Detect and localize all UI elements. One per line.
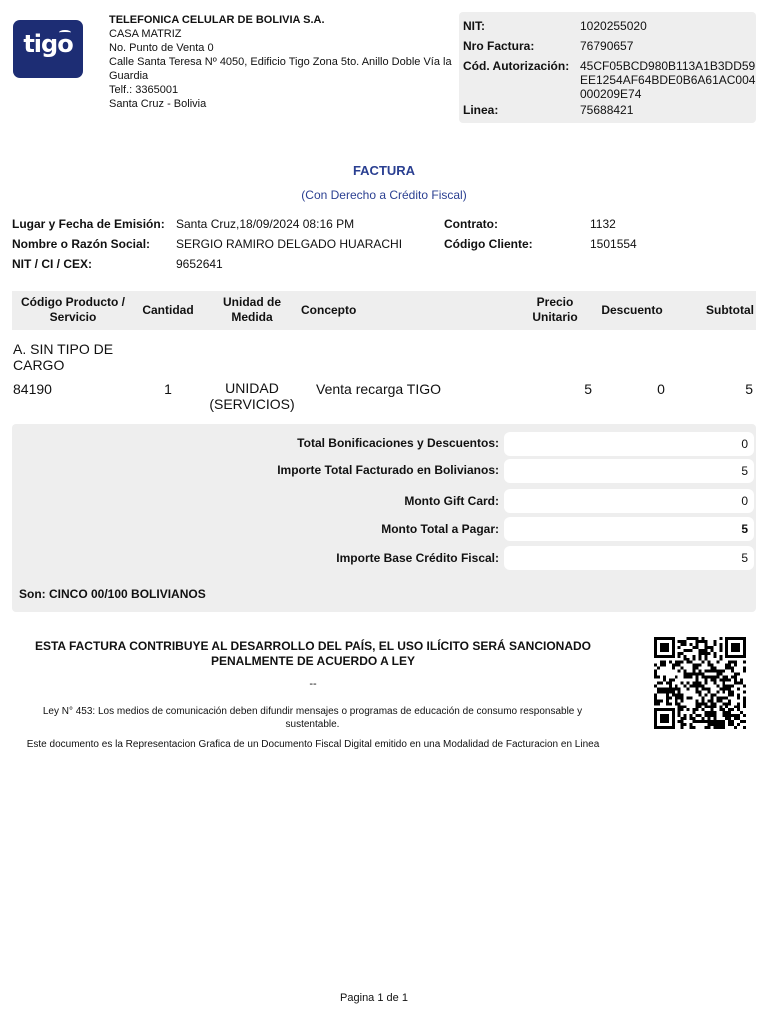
company-name: TELEFONICA CELULAR DE BOLIVIA S.A.	[109, 14, 325, 26]
tigo-logo	[13, 20, 83, 78]
nit-label: NIT:	[463, 19, 485, 33]
header-unit-price: Precio Unitario	[532, 295, 578, 324]
client-code-label: Código Cliente:	[444, 237, 533, 251]
nit-row	[463, 19, 647, 33]
law-453-notice: Ley N° 453: Los medios de comunicación deben difundir mensajes o programas de educación de consumo responsable y sustentable.	[42, 706, 583, 730]
logo-text: tigo	[23, 30, 73, 58]
invoice-number-label: Nro Factura:	[463, 39, 535, 53]
page-number: Pagina 1 de 1	[340, 992, 408, 1004]
row-subtotal: 5	[745, 381, 753, 397]
document-title: FACTURA	[352, 163, 416, 178]
discounts-label: Total Bonificaciones y Descuentos:	[297, 436, 499, 450]
company-info	[109, 13, 454, 111]
group-label: A. SIN TIPO DE CARGO	[13, 341, 114, 373]
auth-code-value: 45CF05BCD980B113A1B3DD59EE1254AF64BDE0B6A61AC004000209E74	[580, 59, 756, 101]
header-code: Código Producto / Servicio	[21, 295, 125, 324]
nit-value: 1020255020	[580, 19, 647, 33]
items-table-header	[12, 291, 756, 330]
to-pay-value: 5	[504, 517, 754, 541]
row-discount: 0	[657, 381, 665, 397]
row-code: 84190	[13, 381, 52, 397]
company-city: Santa Cruz - Bolivia	[109, 98, 207, 110]
line-row	[463, 103, 634, 117]
billed-label: Importe Total Facturado en Bolivianos:	[277, 463, 499, 477]
row-unit: UNIDAD (SERVICIOS)	[209, 380, 295, 412]
company-address: Calle Santa Teresa Nº 4050, Edificio Tigo Zona 5to. Anillo Doble Vía la Guardia	[109, 56, 452, 82]
to-pay-label: Monto Total a Pagar:	[381, 522, 499, 536]
legal-warning: ESTA FACTURA CONTRIBUYE AL DESARROLLO DEL PAÍS, EL USO ILÍCITO SERÁ SANCIONADO PENALMENTE DE ACUERDO A LEY	[34, 639, 592, 668]
header-subtotal: Subtotal	[706, 303, 754, 317]
row-unit-price: 5	[584, 381, 592, 397]
legal-separator: --	[309, 678, 317, 690]
giftcard-label: Monto Gift Card:	[404, 494, 499, 508]
client-name-label: Nombre o Razón Social:	[12, 237, 151, 251]
auth-code-row	[463, 59, 758, 101]
company-branch: CASA MATRIZ	[109, 28, 182, 40]
discounts-value: 0	[504, 432, 754, 456]
qr-code	[654, 637, 746, 729]
client-name-value: SERGIO RAMIRO DELGADO HUARACHI	[176, 237, 403, 251]
digital-document-notice: Este documento es la Representacion Grafica de un Documento Fiscal Digital emitido en una Modalidad de Facturacion en Linea	[26, 739, 600, 750]
company-phone: Telf.: 3365001	[109, 84, 179, 96]
invoice-number-value: 76790657	[580, 39, 634, 53]
header-discount: Descuento	[601, 303, 663, 317]
client-nit-label: NIT / CI / CEX:	[12, 257, 93, 271]
place-date-value: Santa Cruz,18/09/2024 08:16 PM	[176, 217, 355, 231]
company-sale-point: No. Punto de Venta 0	[109, 42, 214, 54]
invoice-number-row	[463, 39, 634, 53]
tax-base-value: 5	[504, 546, 754, 570]
invoice-id-box	[459, 12, 756, 123]
client-code-value: 1501554	[590, 237, 637, 251]
header-unit: Unidad de Medida	[222, 295, 281, 324]
amount-in-words: Son: CINCO 00/100 BOLIVIANOS	[19, 587, 206, 601]
totals-box	[12, 424, 756, 612]
logo-signal-mark	[59, 30, 71, 35]
tax-base-label: Importe Base Crédito Fiscal:	[336, 551, 499, 565]
contract-value: 1132	[590, 217, 616, 231]
contract-label: Contrato:	[444, 217, 498, 231]
line-value: 75688421	[580, 103, 634, 117]
auth-code-label: Cód. Autorización:	[463, 59, 570, 73]
billed-value: 5	[504, 459, 754, 483]
line-label: Linea:	[463, 103, 499, 117]
place-date-label: Lugar y Fecha de Emisión:	[12, 217, 165, 231]
header-concept: Concepto	[301, 303, 357, 317]
row-concept: Venta recarga TIGO	[316, 381, 442, 397]
row-qty: 1	[164, 381, 172, 397]
giftcard-value: 0	[504, 489, 754, 513]
header-qty: Cantidad	[142, 303, 194, 317]
document-subtitle: (Con Derecho a Crédito Fiscal)	[301, 188, 467, 202]
client-nit-value: 9652641	[176, 257, 223, 271]
